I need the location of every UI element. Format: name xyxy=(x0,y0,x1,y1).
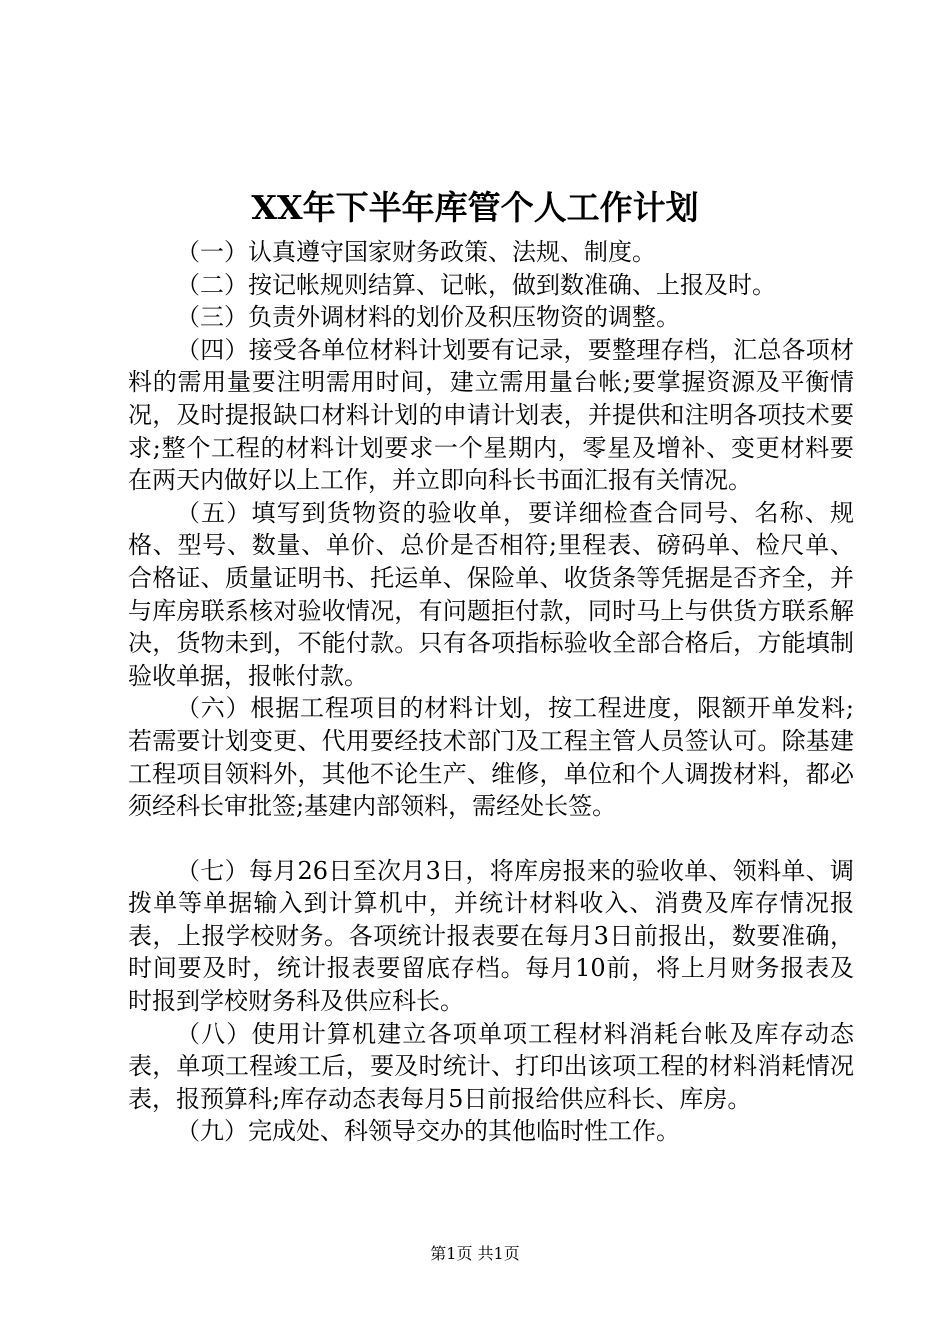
document-body xyxy=(128,236,854,1148)
paragraph-7: （七）每月26日至次月3日，将库房报来的验收单、领料单、调拨单等单据输入到计算机中，并统计材料收入、消费及库存情况报表，上报学校财务。各项统计报表要在每月3日前报出，数要准确，时间要及时，统计报表要留底存档。每月10前，将上月财务报表及时报到学校财务科及供应科长。 xyxy=(128,856,854,1016)
paragraph-8: （八）使用计算机建立各项单项工程材料消耗台帐及库存动态表，单项工程竣工后，要及时统计、打印出该项工程的材料消耗情况表，报预算科;库存动态表每月5日前报给供应科长、库房。 xyxy=(128,1019,854,1113)
paragraph-1: （一）认真遵守国家财务政策、法规、制度。 xyxy=(176,238,656,266)
paragraph-5: （五）填写到货物资的验收单，要详细检查合同号、名称、规格、型号、数量、单价、总价是否相符;里程表、磅码单、检尺单、合格证、质量证明书、托运单、保险单、收货条等凭据是否齐全，并与库房联系核对验收情况，有问题拒付款，同时马上与供货方联系解决，货物未到，不能付款。只有各项指标验收全部合格后，方能填制验收单据，报帐付款。 xyxy=(128,498,854,690)
page-footer: 第1页 共1页 xyxy=(430,1244,520,1263)
document-title: XX年下半年库管个人工作计划 xyxy=(251,188,699,227)
paragraph-4: （四）接受各单位材料计划要有记录，要整理存档，汇总各项材料的需用量要注明需用时间，建立需用量台帐;要掌握资源及平衡情况，及时提报缺口材料计划的申请计划表，并提供和注明各项技术要求;整个工程的材料计划要求一个星期内，零星及增补、变更材料要在两天内做好以上工作，并立即向科长书面汇报有关情况。 xyxy=(128,335,854,495)
paragraph-2: （二）按记帐规则结算、记帐，做到数准确、上报及时。 xyxy=(176,270,776,299)
paragraph-3: （三）负责外调材料的划价及积压物资的调整。 xyxy=(176,303,680,332)
paragraph-9: （九）完成处、科领导交办的其他临时性工作。 xyxy=(176,1117,680,1146)
paragraph-6: （六）根据工程项目的材料计划，按工程进度，限额开单发料;若需要计划变更、代用要经技术部门及工程主管人员签认可。除基建工程项目领料外，其他不论生产、维修，单位和个人调拨材料，都必须经科长审批签;基建内部领料，需经处长签。 xyxy=(128,694,854,821)
